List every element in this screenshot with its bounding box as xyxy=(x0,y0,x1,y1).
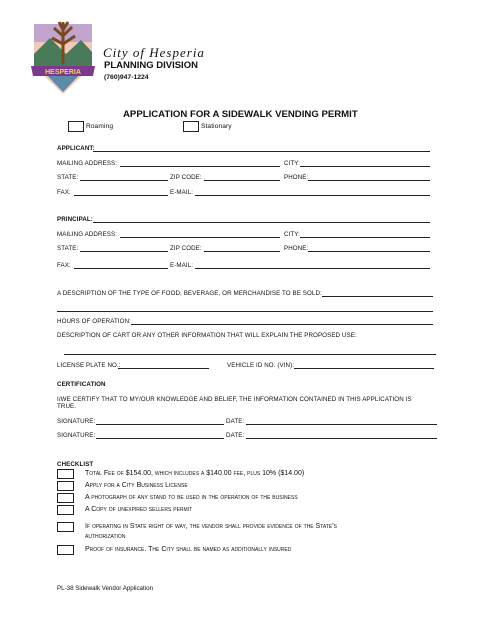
checklist-checkbox-insurance[interactable] xyxy=(57,545,74,555)
stationary-checkbox[interactable] xyxy=(183,121,199,132)
cart-description-label: DESCRIPTION OF CART OR ANY OTHER INFORMATION THAT WILL EXPLAIN THE PROPOSED USE: xyxy=(57,332,357,339)
date-label-1: DATE: xyxy=(226,418,245,425)
signature-field-2[interactable] xyxy=(96,438,224,439)
hours-field[interactable] xyxy=(131,324,433,325)
license-plate-label: LICENSE PLATE NO.: xyxy=(57,362,121,369)
applicant-fax-label: FAX: xyxy=(57,189,71,196)
checklist-checkbox-sellers-permit[interactable] xyxy=(57,505,74,515)
principal-heading: PRINCIPAL: xyxy=(57,216,93,223)
signature-label-1: SIGNATURE: xyxy=(57,418,96,425)
checklist-checkbox-fee[interactable] xyxy=(57,469,74,479)
vin-field[interactable] xyxy=(294,368,434,369)
checklist-item-state-row-line2: authorization xyxy=(85,533,126,540)
logo-text: HESPERIA xyxy=(45,69,81,76)
checklist-item-state-row: If operating in State right of way, the vendor shall provide evidence of the State's xyxy=(85,523,337,530)
signature-field-1[interactable] xyxy=(96,424,224,425)
roaming-label: Roaming xyxy=(86,123,114,130)
applicant-zip-label: ZIP CODE: xyxy=(170,174,202,181)
checklist-checkbox-photo[interactable] xyxy=(57,493,74,503)
signature-label-2: SIGNATURE: xyxy=(57,432,96,439)
license-plate-field[interactable] xyxy=(118,368,209,369)
applicant-zip-field[interactable] xyxy=(204,180,280,181)
principal-phone-label: PHONE: xyxy=(284,245,309,252)
date-field-2[interactable] xyxy=(246,438,437,439)
applicant-phone-field[interactable] xyxy=(308,180,430,181)
principal-fax-field[interactable] xyxy=(74,268,168,269)
checklist-heading: CHECKLIST xyxy=(57,461,94,468)
applicant-mailing-field[interactable] xyxy=(120,166,280,167)
principal-email-field[interactable] xyxy=(195,268,430,269)
applicant-city-label: CITY: xyxy=(284,160,300,167)
applicant-city-field[interactable] xyxy=(300,166,430,167)
principal-fax-label: FAX: xyxy=(57,262,71,269)
checklist-checkbox-license[interactable] xyxy=(57,481,74,491)
date-field-1[interactable] xyxy=(246,424,437,425)
principal-city-field[interactable] xyxy=(300,237,430,238)
principal-name-field[interactable] xyxy=(93,222,430,223)
checklist-item-license: Apply for a City Business License xyxy=(85,482,188,489)
footer-form-id: PL-38 Sidewalk Vendor Application xyxy=(57,585,153,592)
form-title: APPLICATION FOR A SIDEWALK VENDING PERMIT xyxy=(123,109,358,120)
food-description-field-1[interactable] xyxy=(322,296,433,297)
city-name: City of Hesperia xyxy=(103,45,205,60)
principal-zip-label: ZIP CODE: xyxy=(170,245,202,252)
applicant-phone-label: PHONE: xyxy=(284,174,309,181)
date-label-2: DATE: xyxy=(226,432,245,439)
principal-email-label: E-MAIL: xyxy=(170,262,194,269)
principal-state-label: STATE: xyxy=(57,245,79,252)
principal-city-label: CITY: xyxy=(284,231,300,238)
applicant-state-label: STATE: xyxy=(57,174,79,181)
food-description-label: A DESCRIPTION OF THE TYPE OF FOOD, BEVERAGE, OR MERCHANDISE TO BE SOLD: xyxy=(57,290,322,297)
certification-text-2: TRUE. xyxy=(57,403,77,410)
principal-phone-field[interactable] xyxy=(308,251,430,252)
applicant-name-field[interactable] xyxy=(93,151,430,152)
division-phone: (760)947-1224 xyxy=(104,74,149,81)
city-logo xyxy=(26,14,100,98)
applicant-email-field[interactable] xyxy=(195,195,430,196)
vin-label: VEHICLE ID NO. (VIN): xyxy=(227,362,295,369)
checklist-item-insurance: Proof of insurance. The City shall be named as additionally insured xyxy=(85,546,292,553)
cart-description-field[interactable] xyxy=(64,354,436,355)
applicant-state-field[interactable] xyxy=(80,180,168,181)
checklist-item-photo: A photograph of any stand to be used in the operation of the business xyxy=(85,494,298,501)
division-name: PLANNING DIVISION xyxy=(104,60,198,71)
applicant-mailing-label: MAILING ADDRESS: xyxy=(57,160,118,167)
checklist-item-sellers-permit: A Copy of unexpired sellers permit xyxy=(85,506,193,513)
certification-text-1: I/WE CERTIFY THAT TO MY/OUR KNOWLEDGE AND BELIEF, THE INFORMATION CONTAINED IN THIS APPLICATION IS xyxy=(57,396,412,403)
checklist-checkbox-state-row[interactable] xyxy=(57,522,74,532)
applicant-fax-field[interactable] xyxy=(74,195,168,196)
hours-label: HOURS OF OPERATION: xyxy=(57,318,131,325)
applicant-email-label: E-MAIL: xyxy=(170,189,194,196)
food-description-field-2[interactable] xyxy=(57,311,433,312)
principal-state-field[interactable] xyxy=(80,251,168,252)
applicant-heading: APPLICANT: xyxy=(57,145,95,152)
checklist-item-fee: Total Fee of $154.00, which includes a $140.00 fee, plus 10% ($14.00) xyxy=(85,470,305,477)
principal-zip-field[interactable] xyxy=(204,251,280,252)
principal-mailing-field[interactable] xyxy=(120,237,280,238)
roaming-checkbox[interactable] xyxy=(68,121,84,132)
certification-heading: CERTIFICATION xyxy=(57,381,106,388)
principal-mailing-label: MAILING ADDRESS: xyxy=(57,231,118,238)
stationary-label: Stationary xyxy=(201,123,232,130)
